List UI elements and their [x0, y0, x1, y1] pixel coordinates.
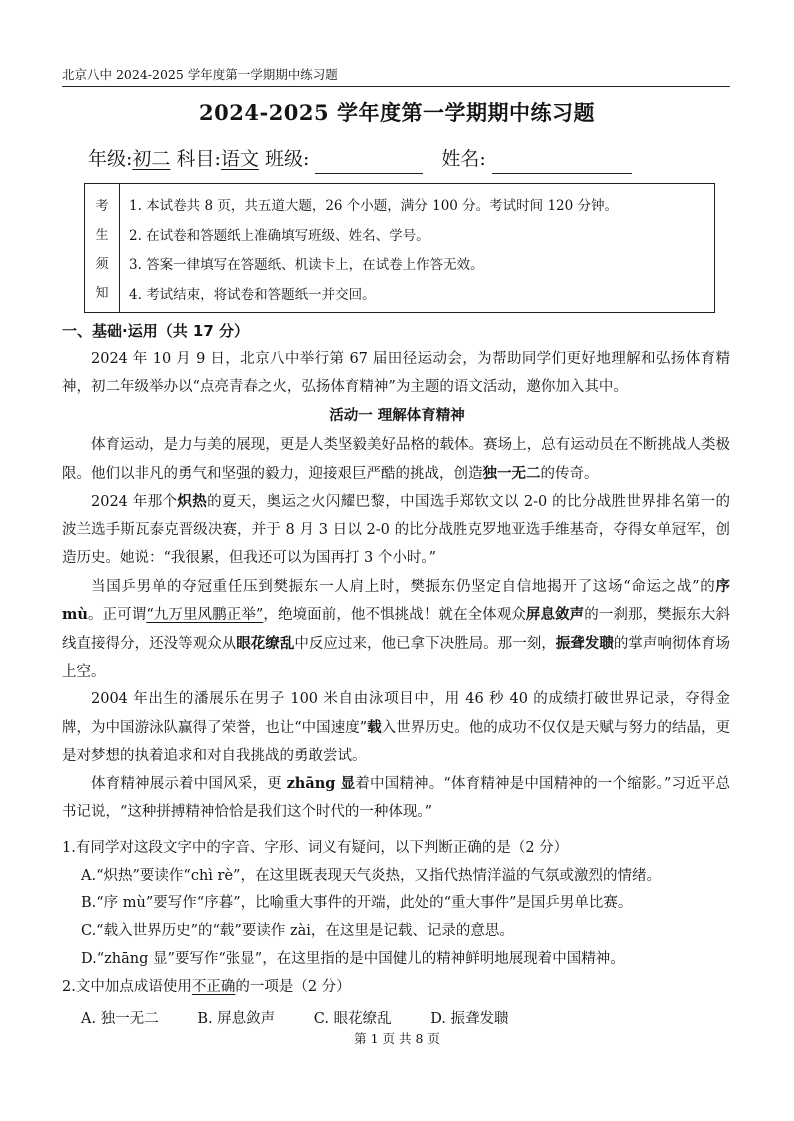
question-stem: 1.有同学对这段文字中的字音、字形、词义有疑问，以下判断正确的是（2 分） — [62, 840, 569, 856]
text-run: 的夏天，奥运之火闪耀巴黎，中国选手郑钦文以 2-0 的比分战胜世界排名第一的波兰选手斯瓦泰克晋级决赛，并于 8 月 3 日以 2-0 的比分战胜克罗地亚选手维基奇，夺得女单冠军，创造历史。她说：“我很累，但我还可以为国再打 3 个小时。” — [62, 494, 730, 566]
running-header: 北京八中 2024-2025 学年度第一学期期中练习题 — [62, 64, 730, 87]
text-run: 的一项是（2 分） — [235, 978, 351, 995]
marked-idiom: 独一无二 — [482, 464, 541, 482]
reading-passage — [62, 432, 730, 827]
text-run: 中反应过来，他已拿下决胜局。那一刻， — [294, 635, 556, 652]
notice-label-char: 知 — [95, 286, 109, 301]
text-run: 的一刹那，樊振东大斜线直接得分，还没等观众从 — [62, 607, 731, 652]
text-run: ，绝境面前，他不惧挑战！就在全体观众 — [263, 607, 526, 624]
subject-label: 科目: — [176, 148, 221, 170]
text-run: 2.文中加点成语使用 — [62, 978, 192, 995]
question-option: B. 屏息敛声 — [197, 1011, 276, 1027]
question-option: A. 独一无二 — [81, 1011, 159, 1027]
text-run: 2004 年出生的潘展乐在男子 100 米自由泳项目中，用 46 秒 40 的成绩打破世界记录，夺得金牌，为中国游泳队赢得了荣誉，也让“中国速度” — [62, 691, 730, 737]
marked-word: 载 — [367, 719, 382, 737]
grade-label: 年级: — [88, 148, 133, 170]
text-run: 着中国精神。“体育精神是中国精神的一个缩影。”习近平总书记说，“这种拼搏精神恰恰是我们这个时代的一种体现。” — [62, 776, 731, 821]
notice-item: 1. 本试卷共 8 页，共五道大题，26 个小题，满分 100 分。考试时间 120 分钟。 — [129, 198, 619, 214]
student-info-row — [88, 144, 728, 174]
text-run: 体育运动，是力与美的展现，更是人类坚毅美好品格的载体。赛场上，总有运动员在不断挑战人类极限。他们以非凡的勇气和坚强的毅力，迎接艰巨严酷的挑战，创造 — [62, 437, 730, 482]
passage-paragraph-2 — [62, 488, 730, 572]
class-blank[interactable] — [315, 149, 423, 174]
exam-notice-box — [84, 183, 715, 313]
question-option: A.“炽热”要读作“chì rè”，在这里既表现天气炎热，又指代热情洋溢的气氛或激烈的情绪。 — [81, 867, 661, 884]
grade-value: 初二 — [132, 148, 171, 170]
text-run: 的掌声响彻体育场上空。 — [62, 635, 731, 680]
question-2-stem — [62, 974, 730, 1002]
question-option: C. 眼花缭乱 — [313, 1011, 392, 1027]
notice-label — [85, 184, 120, 312]
emphasized-word: 不正确 — [191, 978, 236, 995]
marked-idiom: 屏息敛声 — [525, 606, 585, 624]
question-option: C.“载入世界历史”的“载”要读作 zài，在这里是记载、记录的意思。 — [81, 923, 514, 940]
notice-item: 2. 在试卷和答题纸上准确填写班级、姓名、学号。 — [129, 227, 430, 244]
name-blank[interactable] — [492, 149, 632, 174]
marked-word: 序 mù — [62, 577, 730, 624]
notice-label-char: 生 — [95, 228, 109, 243]
section-heading: 一、基础·运用（共 17 分） — [62, 322, 250, 340]
subject-value: 语文 — [220, 148, 259, 170]
notice-item: 4. 考试结束，将试卷和答题纸一并交回。 — [129, 286, 376, 303]
notice-label-char: 考 — [95, 199, 109, 214]
notice-item: 3. 答案一律填写在答题纸、机读卡上，在试卷上作答无效。 — [129, 257, 484, 273]
notice-label-char: 须 — [95, 257, 109, 272]
notice-items — [120, 184, 714, 312]
section-intro — [62, 346, 730, 401]
text-run: 。正可谓 — [87, 607, 147, 624]
class-label: 班级: — [264, 148, 310, 170]
underlined-quote: “九万里风鹏正举” — [146, 607, 264, 624]
question-option: D.“zhāng 显”要写作“张显”，在这里指的是中国健儿的精神鲜明地展现着中国精神。 — [81, 950, 625, 967]
passage-paragraph-4 — [62, 686, 730, 770]
text-run: 的传奇。 — [540, 465, 599, 482]
marked-idiom: 眼花缭乱 — [236, 634, 295, 652]
activity-title: 活动一 理解体育精神 — [329, 408, 465, 424]
marked-idiom: 振聋发聩 — [555, 634, 614, 652]
passage-paragraph-5 — [62, 770, 730, 826]
marked-word: 炽热 — [177, 493, 208, 511]
text-run: 体育精神展示着中国风采，更 — [91, 776, 287, 793]
text-run: 入世界历史。他的成功不仅仅是天赋与努力的结晶，更是对梦想的执着追求和对自我挑战的勇敢尝试。 — [62, 720, 731, 764]
passage-paragraph-3 — [62, 573, 730, 687]
question-1 — [62, 835, 730, 1001]
intro-paragraph: 2024 年 10 月 9 日，北京八中举行第 67 届田径运动会，为帮助同学们更好地理解和弘扬体育精神，初二年级举办以“点亮青春之火，弘扬体育精神”为主题的语文活动，邀你加入其中。 — [62, 351, 730, 395]
page-title: 2024-2025 学年度第一学期期中练习题 — [199, 100, 595, 125]
marked-word: zhāng 显 — [286, 775, 356, 793]
passage-paragraph-1 — [62, 432, 730, 488]
name-label: 姓名: — [441, 148, 486, 170]
question-option: B.“序 mù”要写作“序暮”，比喻重大事件的开端，此处的“重大事件”是国乒男单比赛。 — [81, 895, 633, 912]
page-number: 第 1 页 共 8 页 — [354, 1031, 440, 1046]
question-2-options — [81, 1006, 543, 1032]
text-run: 当国乒男单的夺冠重任压到樊振东一人肩上时，樊振东仍坚定自信地揭开了这场“命运之战”的 — [91, 578, 716, 595]
text-run: 2024 年那个 — [91, 494, 178, 511]
question-option: D. 振聋发聩 — [430, 1011, 509, 1027]
